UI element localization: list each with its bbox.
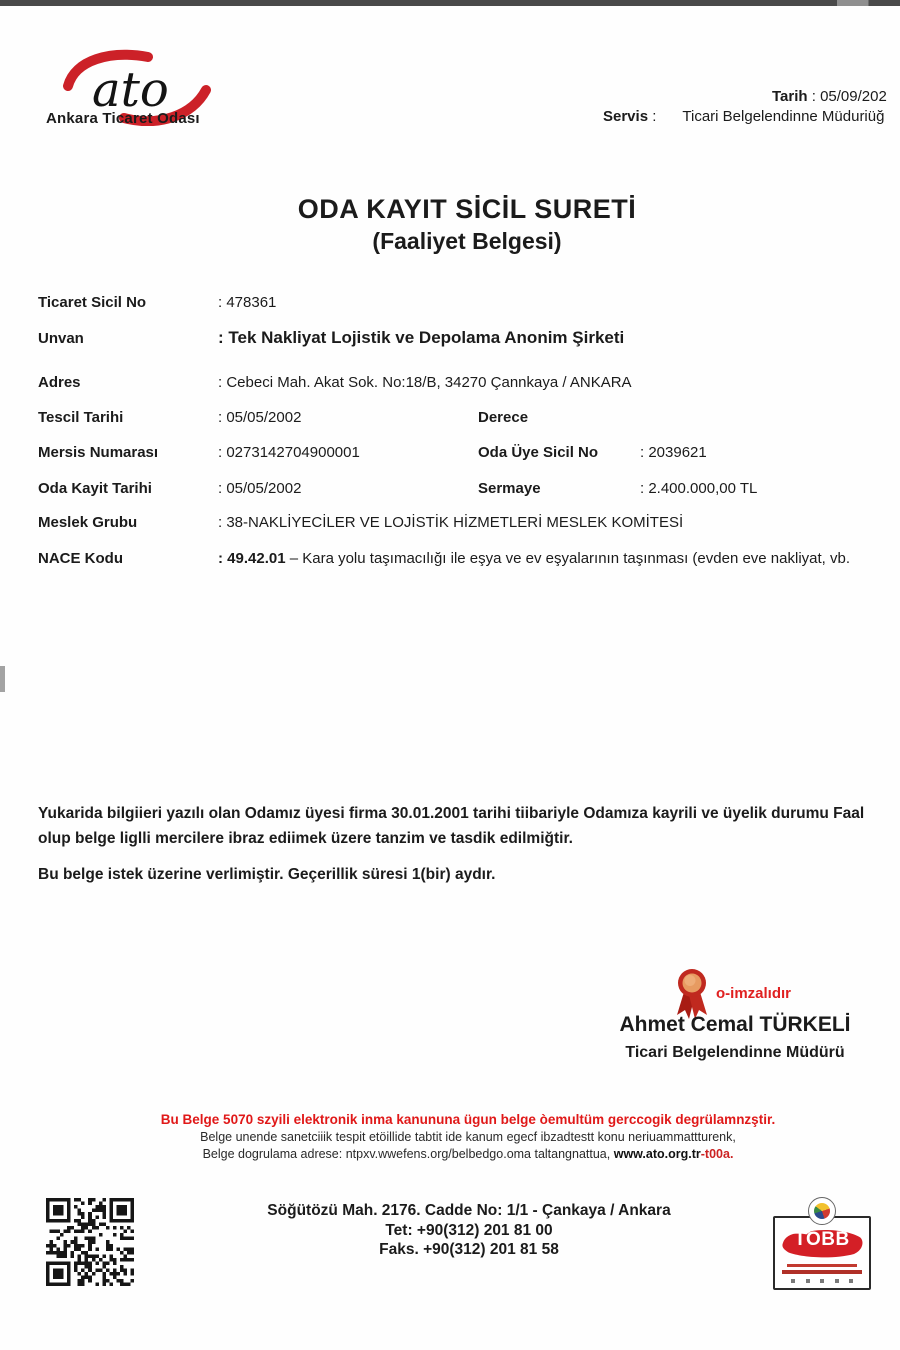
tobb-text: TOBB bbox=[794, 1229, 850, 1250]
nace-description: – Kara yolu taşımacılığı ile eşya ve ev eşyalarının taşınması (evden eve nakliyat, vb. bbox=[285, 550, 851, 567]
field-label: Oda Kayit Tarihi bbox=[38, 480, 152, 497]
tobb-logo bbox=[773, 1216, 871, 1290]
signer-title: Ticari Belgelendinne Müdürü bbox=[625, 1044, 845, 1061]
field-row-meslek-grubu bbox=[0, 514, 900, 538]
field-value-oda-uye-sicil: : 2039621 bbox=[640, 444, 707, 461]
organization-name: Ankara Ticaret Odası bbox=[46, 110, 200, 127]
field-row-tescil-tarihi bbox=[0, 409, 900, 433]
field-row-adres bbox=[0, 374, 900, 398]
qr-code bbox=[46, 1198, 134, 1286]
tobb-caption-bar bbox=[787, 1264, 857, 1267]
footer-address: Söğütözü Mah. 2176. Cadde No: 1/1 - Çankaya / Ankara bbox=[267, 1202, 671, 1219]
validity-paragraph: Bu belge istek üzerine verlimiştir. Geçerillik süresi 1(bir) aydır. bbox=[38, 866, 496, 883]
ato-logo-text: ato bbox=[92, 62, 169, 118]
title-line-2: (Faaliyet Belgesi) bbox=[372, 228, 562, 254]
field-label: Adres bbox=[38, 374, 81, 391]
field-label: Tescil Tarihi bbox=[38, 409, 124, 426]
service-separator: : bbox=[648, 108, 657, 125]
verification-prefix: Belge dogrulama adrese: ntpxv.wwefens.org/belbedgo.oma taltangnattua, bbox=[202, 1147, 614, 1161]
field-value: : 0273142704900001 bbox=[218, 444, 360, 461]
field-value: : 05/05/2002 bbox=[218, 409, 302, 426]
document-title bbox=[0, 194, 900, 255]
field-label-sermaye: Sermaye bbox=[478, 480, 541, 497]
tobb-dots bbox=[791, 1279, 853, 1283]
field-row-oda-kayit-tarihi bbox=[0, 480, 900, 504]
field-value: : 05/05/2002 bbox=[218, 480, 302, 497]
field-row-mersis bbox=[0, 444, 900, 468]
ato-url: www.ato.org.tr bbox=[613, 1147, 701, 1161]
scan-top-bar bbox=[0, 0, 900, 6]
field-label-oda-uye-sicil: Oda Üye Sicil No bbox=[478, 444, 599, 461]
legal-notice-red: Bu Belge 5070 szyili elektronik inma kanununa ügun belge òemultüm gerccogik degrülamnzştir. bbox=[160, 1112, 776, 1127]
legal-notice-line2: Belge unende sanetciiik tespit etöillide tabtit ide kanum egecf ibzadtestt konu neriuammattturenk, bbox=[200, 1130, 736, 1144]
statement-paragraph: Yukarida bilgiieri yazılı olan Odamız üyesi firma 30.01.2001 tarihi tiibariyle Odamıza kayrili ve üyelik durumu Faal olup belge liglli mercilere ibraz ediimek üzere tanzim ve tasdik edilmiğtir. bbox=[38, 805, 865, 847]
verification-suffix: -t00a. bbox=[700, 1147, 734, 1161]
nace-code: : 49.42.01 bbox=[218, 550, 286, 567]
field-label: Ticaret Sicil No bbox=[38, 294, 147, 311]
field-label: NACE Kodu bbox=[38, 550, 123, 567]
field-row-ticaret-sicil-no bbox=[0, 294, 900, 318]
tobb-caption-bar bbox=[782, 1270, 862, 1274]
footer-contact bbox=[0, 1201, 900, 1260]
date-label: Tarih bbox=[772, 88, 808, 105]
scan-edge-artifact bbox=[0, 666, 5, 692]
field-label: Mersis Numarası bbox=[38, 444, 159, 461]
service-value: Ticari Belgelendinne Müduriüğ bbox=[682, 108, 885, 125]
footer-tel: Tet: +90(312) 201 81 00 bbox=[385, 1221, 553, 1239]
field-value-sermaye: : 2.400.000,00 TL bbox=[640, 480, 758, 497]
field-row-unvan bbox=[0, 330, 900, 354]
field-row-nace-kodu bbox=[0, 550, 900, 574]
signer-name: Ahmet Cemal TÜRKELİ bbox=[619, 1013, 851, 1036]
service-line bbox=[603, 108, 884, 125]
field-value: : 478361 bbox=[218, 294, 277, 311]
title-line-1: ODA KAYIT SİCİL SURETİ bbox=[297, 194, 637, 224]
field-value: : 38-NAKLİYECİLER VE LOJİSTİK HİZMETLERİ MESLEK KOMİTESİ bbox=[218, 514, 684, 531]
esign-label: o-imzalıdır bbox=[716, 985, 792, 1002]
date-line bbox=[772, 88, 887, 105]
service-label: Servis bbox=[603, 108, 649, 125]
field-label-derece: Derece bbox=[478, 409, 529, 426]
field-label: Unvan bbox=[38, 330, 84, 347]
field-value: : Tek Nakliyat Lojistik ve Depolama Anonim Şirketi bbox=[218, 328, 625, 347]
tobb-emblem-icon bbox=[808, 1197, 836, 1225]
field-value bbox=[218, 550, 850, 567]
verification-line bbox=[0, 1147, 900, 1161]
date-value: : 05/09/202 bbox=[807, 88, 887, 105]
field-label: Meslek Grubu bbox=[38, 514, 138, 531]
footer-faks: Faks. +90(312) 201 81 58 bbox=[379, 1241, 559, 1258]
field-value: : Cebeci Mah. Akat Sok. No:18/B, 34270 Çannkaya / ANKARA bbox=[218, 374, 632, 391]
